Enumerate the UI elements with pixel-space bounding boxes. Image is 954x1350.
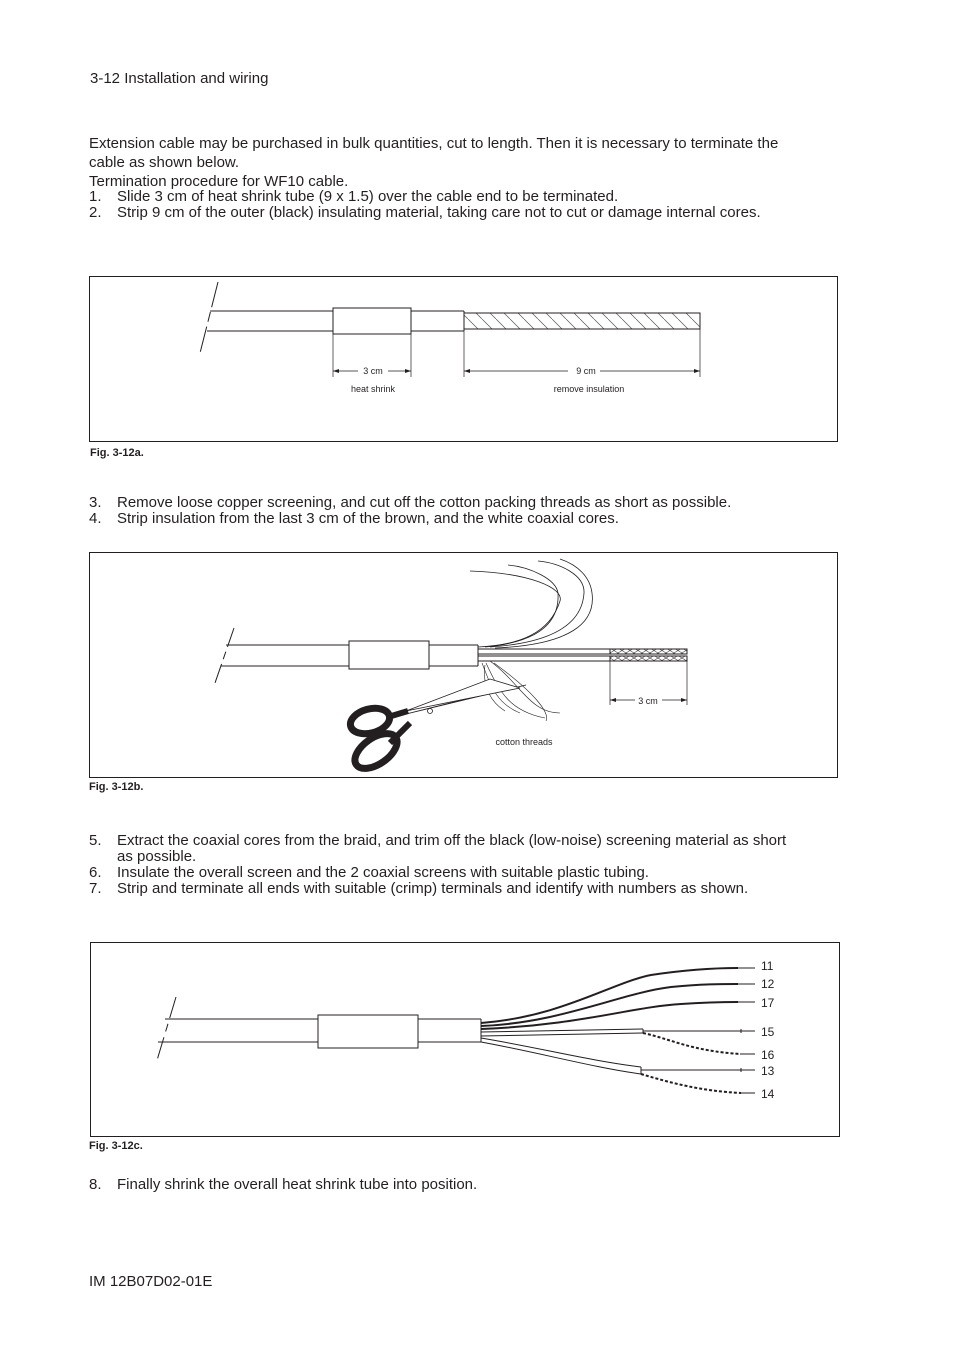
scissors-icon — [348, 679, 526, 775]
screening-removal-diagram — [90, 553, 839, 779]
step-number: 6. — [89, 864, 102, 881]
step-text: Strip 9 cm of the outer (black) insulating material, taking care not to cut or damage internal cores. — [117, 204, 761, 221]
terminal-label-15: 15 — [761, 1025, 775, 1039]
step-number: 4. — [89, 510, 102, 527]
step-text: Strip and terminate all ends with suitable (crimp) terminals and identify with numbers as shown. — [117, 880, 749, 897]
step-text: Finally shrink the overall heat shrink tube into position. — [117, 1176, 478, 1193]
step-1 — [89, 188, 857, 205]
figure-caption: Fig. 3-12a. — [90, 447, 144, 459]
step-4 — [89, 510, 857, 527]
dimension-3cm-label: 3 cm — [363, 366, 383, 376]
step-text: Insulate the overall screen and the 2 coaxial screens with suitable plastic tubing. — [117, 864, 649, 881]
terminal-label-11: 11 — [761, 959, 774, 973]
cotton-threads-label: cotton threads — [495, 737, 553, 747]
dimension-9cm-label: 9 cm — [576, 366, 596, 376]
step-text: Remove loose copper screening, and cut off the cotton packing threads as short as possible. — [117, 494, 732, 511]
terminal-label-14: 14 — [761, 1087, 775, 1101]
terminated-cable-diagram — [91, 943, 841, 1138]
step-text: Slide 3 cm of heat shrink tube (9 x 1.5) over the cable end to be terminated. — [117, 188, 619, 205]
figure-3-12b — [89, 552, 838, 778]
step-number: 8. — [89, 1176, 102, 1193]
step-7 — [89, 880, 857, 897]
terminal-label-17: 17 — [761, 996, 775, 1010]
dimension-3cm-label: 3 cm — [638, 696, 658, 706]
step-number: 3. — [89, 494, 102, 511]
figure-caption: Fig. 3-12b. — [89, 781, 144, 793]
intro-line-1: Extension cable may be purchased in bulk quantities, cut to length. Then it is necessary to terminate the — [89, 135, 779, 152]
step-5 — [89, 832, 857, 865]
step-2 — [89, 204, 857, 221]
step-3 — [89, 494, 857, 511]
figure-3-12a — [89, 276, 838, 442]
step-text-continued: as possible. — [117, 848, 197, 865]
terminal-label-12: 12 — [761, 977, 775, 991]
intro-line-3: Termination procedure for WF10 cable. — [89, 173, 349, 190]
intro-paragraph — [89, 134, 849, 191]
step-8 — [89, 1176, 857, 1193]
step-text: Extract the coaxial cores from the braid, and trim off the black (low-noise) screening material as short — [117, 832, 787, 849]
terminal-label-13: 13 — [761, 1064, 775, 1078]
remove-insulation-label: remove insulation — [553, 384, 625, 394]
figure-3-12c — [90, 942, 840, 1137]
step-number: 2. — [89, 204, 102, 221]
heat-shrink-label: heat shrink — [350, 384, 396, 394]
intro-line-2: cable as shown below. — [89, 154, 240, 171]
page-footer: IM 12B07D02-01E — [89, 1273, 213, 1290]
page-header: 3-12 Installation and wiring — [90, 70, 269, 87]
step-6 — [89, 864, 857, 881]
step-text: Strip insulation from the last 3 cm of the brown, and the white coaxial cores. — [117, 510, 619, 527]
step-number: 5. — [89, 832, 102, 849]
terminal-label-16: 16 — [761, 1048, 775, 1062]
step-number: 1. — [89, 188, 102, 205]
cable-strip-diagram — [90, 277, 839, 443]
figure-caption: Fig. 3-12c. — [89, 1140, 143, 1152]
step-number: 7. — [89, 880, 102, 897]
